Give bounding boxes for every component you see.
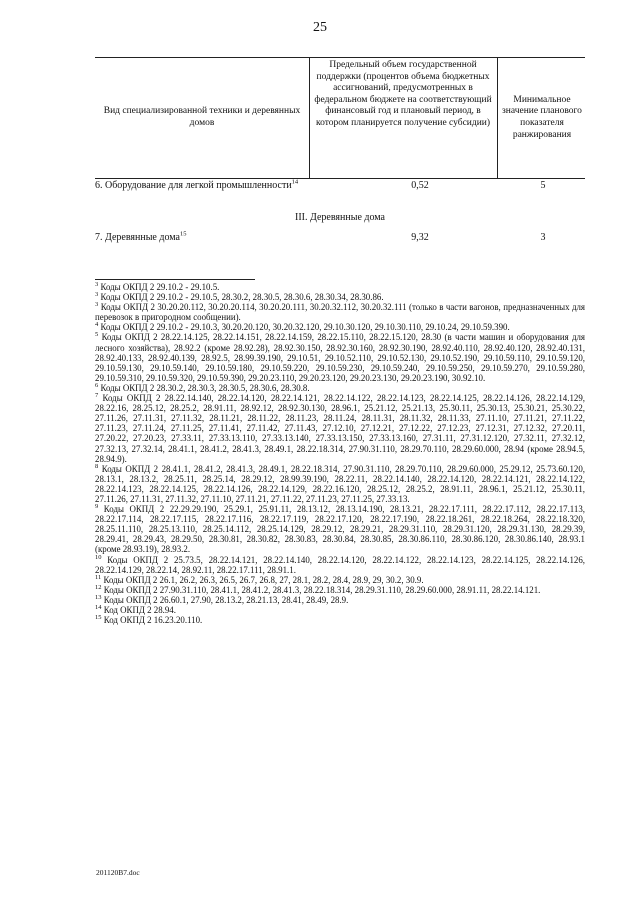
footnote-text: Коды ОКПД 2 25.73.5, 28.22.14.121, 28.22.14.140, 28.22.14.120, 28.22.14.122, 28.22.14.123, 28.22.14.125, 28.22.14.126, 28.22.14.129, 28.22.14, 28.92.11, 28.22.17.111, 28.91.1. xyxy=(95,554,585,575)
footnote xyxy=(95,575,585,585)
column-divider xyxy=(497,58,498,178)
footnote-text: Коды ОКПД 2 28.22.14.125, 28.22.14.151, 28.22.14.159, 28.22.15.110, 28.22.15.120, 28.30 (в части машин и оборудования для лесного хозяйства), 28.92.2 (кроме 28.92.28), 28.92.30.150, 28.92.30.160, 28.92.30.190, 28.92.40.110, 28.92.40.120, 28.92.40.131, 28.92.40.133, 28.92.40.139, 28.92.5, 28.99.39.190, 29.10.51, 29.10.52.110, 29.10.52.130, 29.10.52.190, 29.10.59.110, 29.10.59.120, 29.10.59.130, 29.10.59.140, 29.10.59.180, 29.10.59.220, 29.10.59.230, 29.10.59.240, 29.10.59.250, 29.10.59.270, 29.10.59.280, 29.10.59.310, 29.10.59.320, 29.10.59.390, 29.20.23.110, 29.20.23.120, 29.20.23.130, 29.20.23.190, 30.92.10. xyxy=(95,332,586,383)
footnote-number: 10 xyxy=(95,553,102,561)
footnote xyxy=(95,322,585,332)
header-min-rank-text: Минимальное значение планового показателя ранжирования xyxy=(502,94,582,140)
footnote-text: Код ОКПД 2 28.94. xyxy=(103,605,176,615)
footnote-number: 13 xyxy=(95,593,102,601)
header-equipment-type-text: Вид специализированной техники и деревянных домов xyxy=(103,106,301,128)
footnote-number: 8 xyxy=(95,462,99,470)
footnote xyxy=(95,595,585,605)
footnote-number: 3 xyxy=(95,301,99,309)
footnote xyxy=(95,302,585,322)
header-min-rank xyxy=(499,58,585,178)
footnote-number: 7 xyxy=(95,392,99,400)
footnote-text: Коды ОКПД 2 29.10.2 - 29.10.5. xyxy=(100,282,220,292)
footnote-number: 12 xyxy=(95,583,102,591)
footnote-text: Коды ОКПД 2 26.1, 26.2, 26.3, 26.5, 26.7, 26.8, 27, 28.1, 28.2, 28.4, 28.9, 29, 30.2, 30.9. xyxy=(103,574,424,585)
row-name xyxy=(95,180,305,192)
page-number: 25 xyxy=(313,20,327,35)
row-rank: 5 xyxy=(540,180,546,191)
row-name xyxy=(95,232,305,244)
footnote-number: 3 xyxy=(95,291,99,299)
footnote xyxy=(95,332,585,382)
footnote xyxy=(95,282,585,292)
document-code: 201120B7.doc xyxy=(96,868,140,877)
footnote-text: Коды ОКПД 2 29.10.2 - 29.10.5, 28.30.2, 28.30.5, 28.30.6, 28.30.34, 28.30.86. xyxy=(100,292,384,303)
footnote-text: Коды ОКПД 2 26.60.1, 27.90, 28.13.2, 28.21.13, 28.41, 28.49, 28.9. xyxy=(103,594,349,605)
footnote xyxy=(95,393,585,464)
section-title: III. Деревянные дома xyxy=(295,212,385,223)
footnote-text: Коды ОКПД 2 28.41.1, 28.41.2, 28.41.3, 28.49.1, 28.22.18.314, 27.90.31.110, 28.29.70.110, 28.29.60.000, 25.29.12, 25.73.60.120, 28.13.1, 28.13.2, 28.25.11, 28.25.14, 28.29.12, 28.99.39.190, 28.22.11, 28.22.14.140, 28.22.14.120, 28.22.14.121, 28.22.14.122, 28.22.14.123, 28.22.14.125, 28.22.14.126, 28.22.14.129, 28.22.16.120, 28.25.12, 28.25.2, 28.91.11, 28.96.1, 25.21.12, 25.30.11, 27.11.26, 27.11.31, 27.11.32, 27.11.10, 27.11.21, 27.11.22, 27.11.23, 27.11.25, 27.33.13. xyxy=(95,463,586,504)
footnotes-list xyxy=(95,282,585,625)
footnote-text: Коды ОКПД 2 30.20.20.112, 30.20.20.114, 30.20.20.111, 30.20.32.112, 30.20.32.111 (только в части вагонов, предназначенных для перевозок в пригородном сообщении). xyxy=(95,302,586,323)
footnote xyxy=(95,615,585,625)
footnote-ref: 14 xyxy=(291,178,299,186)
footnote xyxy=(95,585,585,595)
footnote-text: Коды ОКПД 2 29.10.2 - 29.10.3, 30.20.20.120, 30.20.32.120, 29.10.30.120, 29.10.30.110, 29.10.24, 29.10.59.390. xyxy=(100,322,510,333)
footnote xyxy=(95,555,585,575)
row-value: 0,52 xyxy=(411,180,429,191)
footnote xyxy=(95,383,585,393)
footnote xyxy=(95,292,585,302)
footnote-number: 4 xyxy=(95,321,99,329)
table-header xyxy=(95,57,585,179)
header-support-limit: Предельный объем государственной поддержки (процентов объема бюджетных ассигнований, предусмотренных в федеральном бюджете на соответствующий финансовый год и плановый период, в котором планируется получение субсидии) xyxy=(314,60,492,128)
footnote-text: Коды ОКПД 2 27.90.31.110, 28.41.1, 28.41.2, 28.41.3, 28.22.18.314, 28.29.31.110, 28.29.60.000, 28.91.11, 28.22.14.121. xyxy=(103,584,541,595)
footnote-number: 3 xyxy=(95,281,99,289)
footnote xyxy=(95,464,585,504)
footnote-number: 11 xyxy=(95,573,102,581)
row-rank: 3 xyxy=(540,232,546,243)
row-name-text: 6. Оборудование для легкой промышленности xyxy=(95,180,292,191)
footnote-number: 6 xyxy=(95,381,99,389)
footnote-number: 14 xyxy=(95,604,102,612)
footnote-number: 9 xyxy=(95,503,99,511)
footnote-text: Коды ОКПД 2 28.22.14.140, 28.22.14.120, 28.22.14.121, 28.22.14.122, 28.22.14.123, 28.22.14.125, 28.22.14.126, 28.22.14.129, 28.22.16, 28.25.12, 28.25.2, 28.91.11, 28.92.12, 28.92.30.130, 28.96.1, 25.21.12, 25.21.13, 25.30.11, 25.30.13, 25.30.21, 25.30.22, 27.11.26, 27.11.31, 27.11.32, 28.11.21, 28.11.22, 28.11.23, 28.11.24, 28.11.31, 28.11.32, 28.11.33, 27.11.10, 27.11.21, 27.11.22, 27.11.23, 27.11.24, 27.11.25, 27.11.41, 27.11.42, 27.11.43, 27.12.10, 27.12.21, 27.12.22, 27.12.23, 27.12.31, 27.12.32, 27.20.11, 27.20.22, 27.20.23, 27.33.11, 27.33.13.110, 27.33.13.140, 27.33.13.150, 27.33.13.160, 27.31.11, 27.31.12.120, 27.32.11, 27.32.12, 27.32.13, 27.32.14, 28.41.1, 28.41.2, 28.41.3, 28.49.1, 28.22.18.314, 27.90.31.110, 28.29.70.110, 28.29.60.000, 28.94 (кроме 28.94.5, 28.94.9). xyxy=(95,393,585,464)
footnote-text: Коды ОКПД 2 22.29.29.190, 25.29.1, 25.91.11, 28.13.12, 28.13.14.190, 28.13.21, 28.22.17.111, 28.22.17.112, 28.22.17.113, 28.22.17.114, 28.22.17.115, 28.22.17.116, 28.22.17.119, 28.22.17.120, 28.22.17.190, 28.22.18.261, 28.22.18.264, 28.22.18.320, 28.25.11.110, 28.25.13.110, 28.25.14.112, 28.25.14.129, 28.29.12, 28.29.21, 28.29.31.110, 28.29.31.120, 28.29.31.130, 28.29.39, 28.29.41, 28.29.43, 28.29.50, 28.30.81, 28.30.82, 28.30.83, 28.30.84, 28.30.85, 28.30.86.110, 28.30.86.120, 28.30.86.140, 28.93.1 (кроме 28.93.19), 28.93.2. xyxy=(95,504,586,555)
row-value: 9,32 xyxy=(411,232,429,243)
header-equipment-type xyxy=(95,58,309,178)
footnote-separator xyxy=(95,279,255,280)
footnote-number: 15 xyxy=(95,614,102,622)
footnote-ref: 15 xyxy=(179,230,187,238)
footnote-text: Коды ОКПД 2 28.30.2, 28.30.3, 28.30.5, 28.30.6, 28.30.8. xyxy=(100,382,310,393)
footnote-text: Код ОКПД 2 16.23.20.110. xyxy=(103,615,203,626)
footnote xyxy=(95,504,585,554)
column-divider xyxy=(309,58,310,178)
row-name-text: 7. Деревянные дома xyxy=(95,232,180,243)
footnote-number: 5 xyxy=(95,331,99,339)
footnote xyxy=(95,605,585,615)
